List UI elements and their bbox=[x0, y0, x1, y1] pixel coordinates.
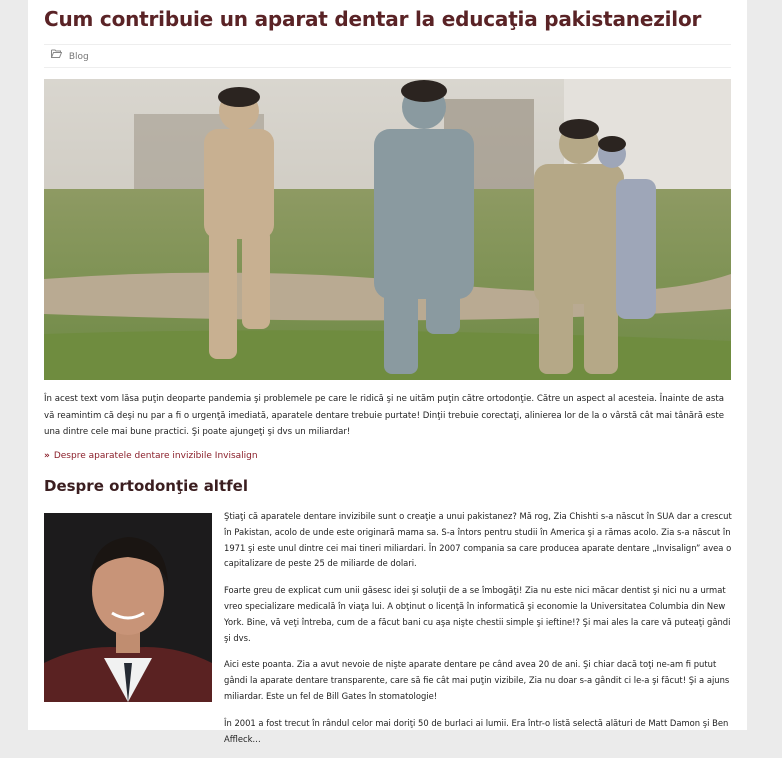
intro-paragraph: În acest text vom lăsa puţin deoparte pandemia şi problemele pe care le ridică şi ne uităm puţin către ortodonţie. Către un aspect al acesteia. Înainte de asta vă reamintim că deşi nu par a fi o urgenţă imediată, aparatele dentare trebuie purtate! Dinţii trebuie corectaţi, alinierea lor de la o vârstă cât mai tânără este una dintre cele mai bune practici. Şi poate ajungeţi şi dvs un miliardar! bbox=[44, 394, 725, 437]
body-paragraph: În 2001 a fost trecut în rândul celor mai doriţi 50 de burlaci ai lumii. Era într-o listă selectă alături de Matt Damon şi Ben Affleck… bbox=[224, 717, 729, 744]
section-heading: Despre ortodonţie altfel bbox=[44, 477, 248, 495]
body-paragraph: Ştiaţi că aparatele dentare invizibile sunt o creaţie a unui pakistanez? Mă rog, Zia Chishti s-a născut în SUA dar a crescut în Pakistan, acolo de unde este originară mama sa. S-a întors pentru studii în America şi a rămas acolo. Zia s-a născut în 1971 şi este unul dintre cei mai tineri miliardari. În 2007 compania sa care producea aparate dentare „Invisalign” avea o capitalizare de peste 25 de miliarde de dolari. bbox=[224, 511, 732, 569]
invisalign-link-label: Despre aparatele dentare invizibile Invisalign bbox=[53, 451, 258, 461]
article-container bbox=[28, 0, 747, 744]
category-link[interactable]: Blog bbox=[68, 51, 89, 62]
folder-open-icon bbox=[51, 45, 62, 67]
portrait-image bbox=[44, 513, 212, 702]
body-paragraph: Foarte greu de explicat cum unii găsesc idei şi soluţii de a se îmbogăţi! Zia nu este nici măcar dentist şi nici nu a urmat vreo specializare medicală în viaţa lui. A obţinut o licenţă în informatică şi economie la Universitatea Columbia din New York. Bine, vă veţi întreba, cum de a făcut bani cu aşa nişte chestii simple şi ieftine!? Şi mai ales la care vă puteaţi gândi şi dvs. bbox=[224, 585, 731, 643]
invisalign-link[interactable] bbox=[44, 450, 258, 462]
body-paragraph: Aici este poanta. Zia a avut nevoie de nişte aparate dentare pe când avea 20 de ani. Şi chiar dacă toţi ne-am fi putut gândi la aparate dentare transparente, care să fie cât mai puţin vizibile, Zia nu doar s-a gândit ci le-a şi făcut! Şi a ajuns miliardar. Este un fel de Bill Gates în stomatologie! bbox=[224, 659, 730, 701]
article-body bbox=[224, 509, 732, 758]
page-title: Cum contribuie un aparat dentar la educaţia pakistanezilor bbox=[44, 7, 702, 31]
double-chevron-right-icon: » bbox=[44, 451, 50, 461]
post-meta bbox=[44, 44, 731, 68]
hero-image bbox=[44, 79, 731, 380]
